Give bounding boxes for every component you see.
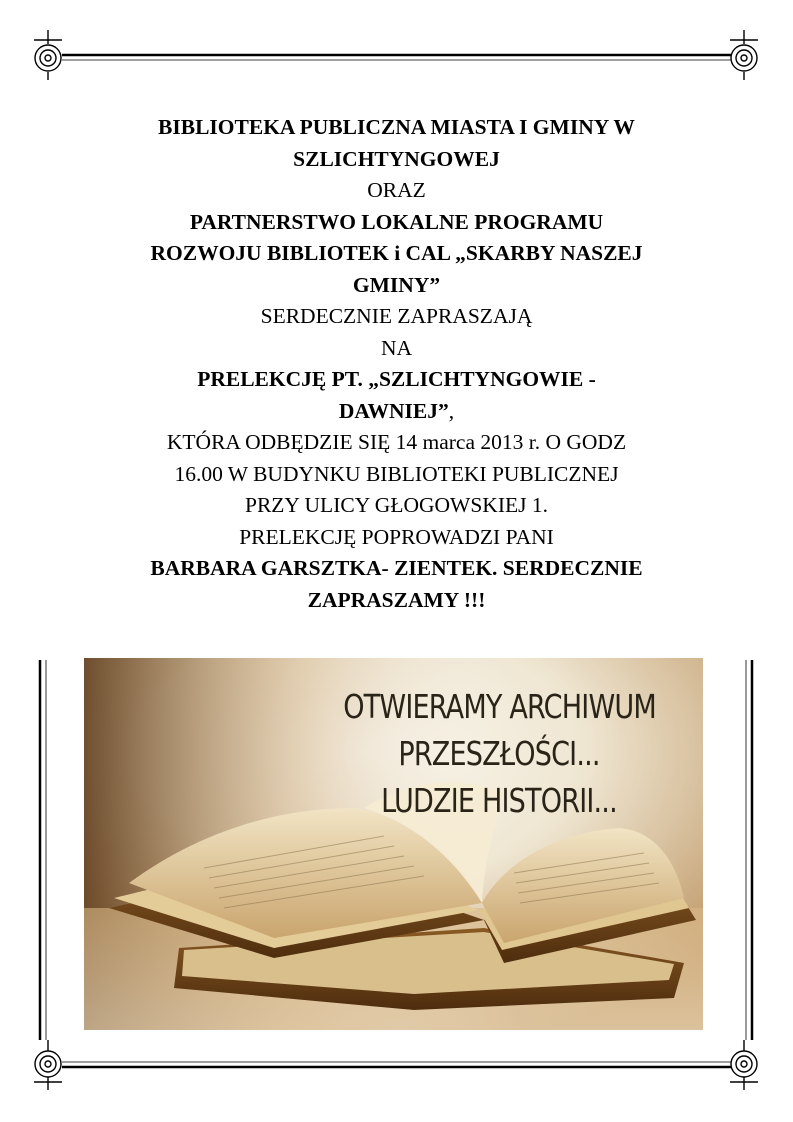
invite-line: SERDECZNIE ZAPRASZAJĄ [260,304,533,328]
organizer-line-1: BIBLIOTEKA PUBLICZNA MIASTA I GMINY W [158,115,635,139]
image-caption [343,683,655,824]
open-book-image [84,658,703,1030]
caption-line-2: PRZESZŁOŚCI... [398,734,600,773]
lecture-title-end: DAWNIEJ” [338,398,449,423]
corner-ornament-bottom-left [34,1040,62,1090]
address-line: PRZY ULICY GŁOGOWSKIEJ 1. [245,493,548,517]
partner-line-1: PARTNERSTWO LOKALNE PROGRAMU [189,209,604,234]
corner-ornament-top-right [730,30,758,80]
presenter-intro-line: PRELEKCJĘ POPROWADZI PANI [239,524,554,549]
venue-line: 16.00 W BUDYNKU BIBLIOTEKI PUBLICZNEJ [174,461,619,486]
na-line: NA [380,335,413,360]
corner-ornament-top-left [34,30,62,80]
conjunction-line: ORAZ [367,178,426,202]
invitation-text [90,112,703,616]
organizer-line-2: SZLICHTYNGOWEJ [293,146,500,171]
lecture-title-comma: , [448,398,455,423]
caption-line-1: OTWIERAMY ARCHIWUM [343,687,656,726]
lecture-title-line-2 [90,396,703,428]
corner-ornament-bottom-right [730,1040,758,1090]
presenter-line: BARBARA GARSZTKA- ZIENTEK. SERDECZNIE [150,556,643,580]
caption-line-3: LUDZIE HISTORII... [381,781,617,820]
closing-line: ZAPRASZAMY !!! [307,587,486,612]
date-line: KTÓRA ODBĘDZIE SIĘ 14 marca 2013 r. O GODZ [166,430,627,454]
partner-line-3: GMINY” [352,272,441,297]
lecture-title-line-1: PRELEKCJĘ PT. „SZLICHTYNGOWIE - [197,367,596,391]
partner-line-2: ROZWOJU BIBLIOTEK i CAL „SKARBY NASZEJ [150,241,643,265]
